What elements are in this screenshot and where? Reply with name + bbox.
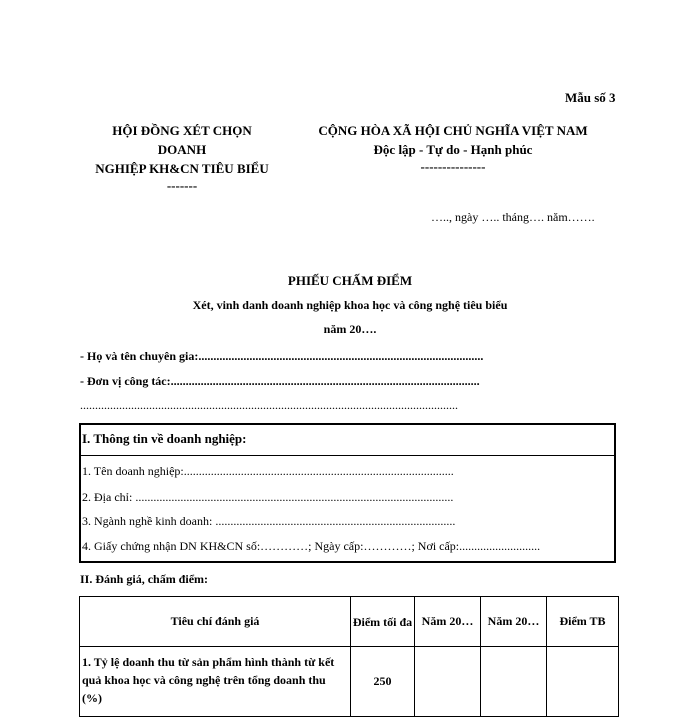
company-name-line: 1. Tên doanh nghiệp:..........................................................................................	[82, 464, 454, 478]
republic-divider: ---------------	[420, 159, 486, 174]
table-row	[80, 647, 619, 717]
expert-extra-line: ..............................................................................................................................	[80, 398, 458, 412]
document-subtitle: Xét, vinh danh doanh nghiệp khoa học và công nghệ tiêu biểu	[192, 298, 508, 312]
company-info-divider	[80, 455, 615, 456]
council-line-3: NGHIỆP KH&CN TIÊU BIỂU	[95, 161, 269, 176]
table-header-row	[80, 597, 619, 647]
expert-unit-line: - Đơn vị công tác:.......................................................................................................	[80, 374, 480, 388]
criteria-1: 1. Tỷ lệ doanh thu từ sản phẩm hình thành từ kết quả khoa học và công nghệ trên tổng doanh thu (%)	[80, 647, 351, 717]
header-average-score: Điểm TB	[547, 597, 619, 647]
criteria-1-max-score: 250	[351, 647, 415, 717]
council-line-2: DOANH	[157, 142, 207, 157]
section1-title: I. Thông tin về doanh nghiệp:	[82, 431, 247, 446]
document-year: năm 20….	[323, 322, 377, 336]
header-year-1: Năm 20…	[415, 597, 481, 647]
republic-title: CỘNG HÒA XÃ HỘI CHỦ NGHĨA VIỆT NAM	[318, 123, 588, 138]
criteria-1-average-score[interactable]	[547, 647, 619, 717]
header-criteria: Tiêu chí đánh giá	[80, 597, 351, 647]
company-certificate-line: 4. Giấy chứng nhận DN KH&CN số:…………; Ngày cấp:…………; Nơi cấp:...........................	[82, 539, 541, 553]
republic-motto: Độc lập - Tự do - Hạnh phúc	[373, 142, 533, 157]
company-address-line: 2. Địa chỉ: ..........................................................................................................	[82, 490, 454, 504]
scoring-table	[79, 596, 619, 717]
header-year-2: Năm 20…	[481, 597, 547, 647]
criteria-1-year-1-score[interactable]	[415, 647, 481, 717]
company-business-line: 3. Ngành nghề kinh doanh: ................................................................................	[82, 514, 456, 528]
document-title: PHIẾU CHẤM ĐIỂM	[287, 273, 413, 288]
form-number: Mẫu số 3	[565, 90, 616, 105]
header-max-score: Điểm tối đa	[351, 597, 415, 647]
criteria-1-year-2-score[interactable]	[481, 647, 547, 717]
section2-title: II. Đánh giá, chấm điểm:	[80, 572, 209, 586]
expert-name-line: - Họ và tên chuyên gia:...............................................................................................	[80, 349, 484, 363]
council-divider: -------	[166, 178, 198, 193]
council-line-1: HỘI ĐỒNG XÉT CHỌN	[112, 123, 252, 138]
date-line: ….., ngày ….. tháng…. năm…….	[431, 210, 595, 224]
